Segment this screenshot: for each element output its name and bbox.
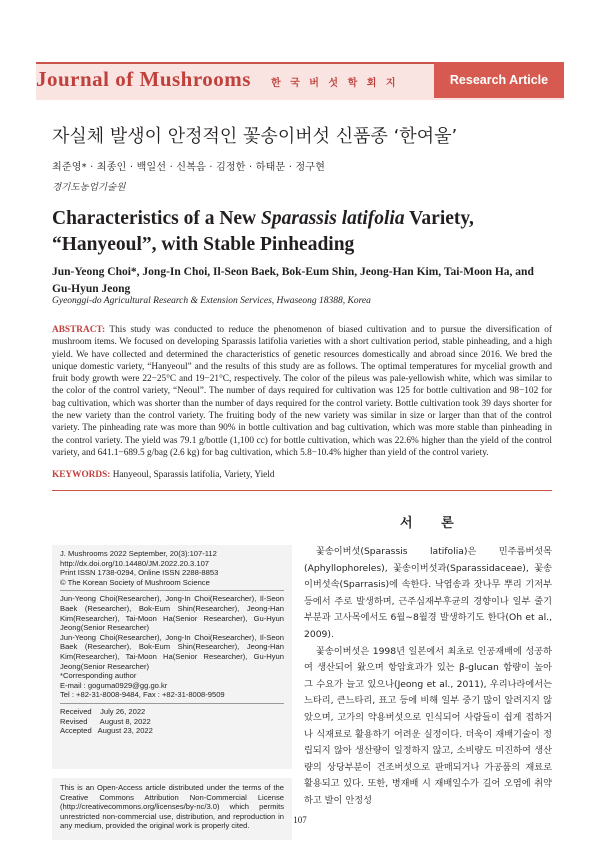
abstract [52,324,552,459]
doi-link[interactable]: http://dx.doi.org/10.14480/JM.2022.20.3.107 [60,558,210,568]
article-info-box [52,545,292,769]
received-date: Received July 26, 2022 [60,706,146,716]
author-roles-repeat: Jun-Yeong Choi(Researcher), Jong-In Choi(Researcher), Il-Seon Baek (Researcher), Bok-Eum Shin(Researcher), Jeong-Han Kim(Researcher), Tai-Moon Ha(Senior Researcher), Gu-Hyun Jeong(Senior Researcher) [60,632,284,671]
info-divider [60,590,284,591]
page-number: 107 [293,815,307,825]
copyright-line: © The Korean Society of Mushroom Science [60,577,210,587]
introduction-body [304,544,552,810]
abstract-label: ABSTRACT: [52,325,106,335]
corresponding-email[interactable]: E-mail : goguma0929@gg.go.kr [60,680,168,690]
korean-title: 자실체 발생이 안정적인 꽃송이버섯 신품종 ‘한여울’ [52,126,458,147]
open-access-licence: This is an Open-Access article distributed under the terms of the Creative Commons Attribution Non-Commercial License (http://creativecommons.org/licenses/by-nc/3.0) which permits unrestricted non-commercial use, distribution, and reproduction in any medium, provided the original work is properly cited. [52,778,292,840]
revised-date: Revised August 8, 2022 [60,716,151,726]
author-roles: Jun-Yeong Choi(Researcher), Jong-In Choi(Researcher), Il-Seon Baek (Researcher), Bok-Eum Shin(Researcher), Jeong-Han Kim(Researcher), Tai-Moon Ha(Senior Researcher), Gu-Hyun Jeong(Senior Researcher) [60,594,284,633]
korean-affiliation: 경기도농업기술원 [52,182,126,193]
accepted-date: Accepted August 23, 2022 [60,726,153,736]
article-type-badge: Research Article [434,62,564,98]
journal-name: Journal of Mushrooms [36,67,251,91]
keywords [52,470,275,480]
abstract-text: This study was conducted to reduce the phenomenon of biased cultivation and to pursue the diversification of mushroom items. We focused on developing Sparassis latifolia varieties with a short cultivation period, stable pinheading, and a high yield. We have collected and determined the characteristics of genetic resources domestically and abroad since 2016. We bred the unique domestic variety, “Hanyeoul” and the results of this study are as follows. The optimal temperatures for mycelial growth and fruit body growth were 22−25°C and 19−21°C, respectively. The color of the pileus was pale-yellowish white, which was similar to the color of the control variety, “Neoul”. The number of days required for cultivation was 125 for bottle cultivation and 98−102 for bag cultivation, which was shorter than the number of days required for the control variety. Bottle cultivation took 39 days shorter for the new variety than the control variety. The fruiting body of the new variety was similar in size or larger than that of the control variety. The pinheading rate was more than 90% in bottle cultivation and bag cultivation, which was more stable than pinheading in the control variety. The yield was 79.1 g/bottle (1,100 cc) for bottle cultivation, which was 22.6% higher than the yield of the control variety, and 641.1−689.5 g/bag (2.6 kg) for bag cultivation, which 5.8−10.4% higher than yield of the control variety. [52,325,553,458]
corresponding-phone: Tel : +82-31-8008-9484, Fax : +82-31-8008-9509 [60,690,225,700]
citation-line: J. Mushrooms 2022 September, 20(3):107-112 [60,549,217,558]
body-paragraph: 꽃송이버섯은 1998년 일본에서 최초로 인공재배에 성공하여 생산되어 왔으며 항암효과가 있는 β-glucan 함량이 높아 그 수요가 늘고 있으나(Jeong et al., 2011), 우리나라에서는 느타리, 큰느타리, 표고 등에 비해 일부 중기 많이 알려지지 않았으며, 고가의 약용버섯으로 인식되어 사람들이 쉽게 접하거나 식재료로 활용하기 어려운 실정이다. 더욱이 재배기술이 정립되지 않아 생산량이 일정하지 않고, 소비량도 미진하여 생산량의 상당부분이 건조버섯으로 판매되거나 가공품의 재료로 활용되고 있다. 또한, 병재배 시 재배일수가 길어 오염에 취약하고 발이 안정성 [304,645,552,806]
section-heading-introduction: 서 론 [400,516,466,531]
keywords-label: KEYWORDS: [52,470,111,480]
keywords-text: Hanyeoul, Sparassis latifolia, Variety, Yield [112,470,275,480]
body-paragraph: 꽃송이버섯(Sparassis latifolia)은 민주름버섯목(Aphyllophoreles), 꽃송이버섯과(Sparassidaceae), 꽃송이버섯속(Sparrasis)에 속한다. 낙엽송과 잣나무 뿌리 기저부 등에서 주로 발생하며, 근주심재부후균의 경향이나 일부 줄기부분과 고사목에서도 6월∼8월경 발생하기도 한다(Oh et al., 2009). [304,546,552,640]
society-name: 한 국 버 섯 학 회 지 [271,78,399,89]
english-authors: Jun-Yeong Choi*, Jong-In Choi, Il-Seon Baek, Bok-Eum Shin, Jeong-Han Kim, Tai-Moon Ha, and Gu-Hyun Jeong [52,266,534,295]
korean-authors: 최준영* · 최종인 · 백일선 · 신복음 · 김정한 · 하태문 · 정구현 [52,162,326,173]
corresponding-label: *Corresponding author [60,671,137,681]
english-affiliation: Gyeonggi-do Agricultural Research & Extension Services, Hwaseong 18388, Korea [52,296,371,306]
english-title: Characteristics of a New Sparassis latifolia Variety, “Hanyeoul”, with Stable Pinheading [52,208,474,255]
issn-line: Print ISSN 1738-0294, Online ISSN 2288-8853 [60,568,219,578]
section-divider [52,490,552,491]
info-divider [60,703,284,704]
